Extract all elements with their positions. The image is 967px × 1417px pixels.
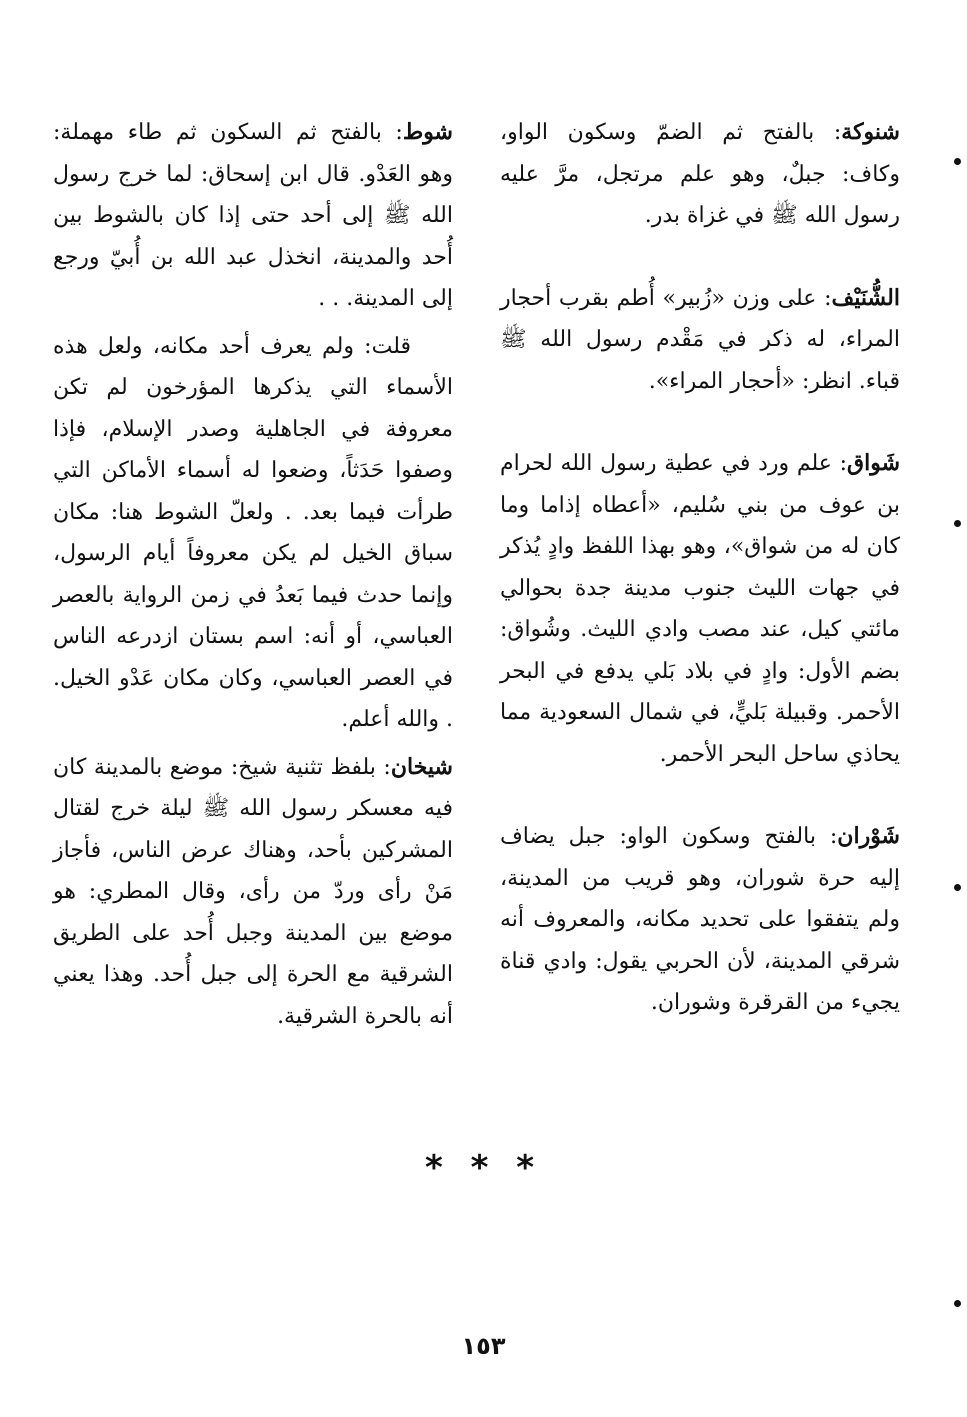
- entry-term: شنوكة: [841, 119, 900, 145]
- entry-shunayf: [500, 278, 900, 403]
- entry-shawaq: [500, 443, 900, 775]
- entry-term: شيخان: [390, 753, 453, 780]
- left-column: [53, 112, 453, 1043]
- page-number: ١٥٣: [461, 1332, 506, 1360]
- entry-text: : بالفتح وسكون الواو: جبل يضاف إليه حرة شوران، وهو قريب من المدينة، ولم يتفقوا على تحديد مكانه، والمعروف أنه شرقي المدينة، لأن الحربي يقول: وادي قناة يجيء من القرقرة وشوران.: [500, 824, 900, 1015]
- entry-note: [53, 326, 453, 741]
- margin-dot-icon: [954, 1300, 961, 1307]
- entry-text: قلت: ولم يعرف أحد مكانه، ولعل هذه الأسماء التي يذكرها المؤرخون لم تكن معروفة في الجاهلية وصدر الإسلام، فإذا وصفوا حَدَثاً، وضعوا له أسماء الأماكن التي طرأت فيما بعد. . ولعلّ الشوط هنا: مكان سباق الخيل لم يكن معروفاً أيام الرسول، وإنما حدث فيما بَعدُ في زمن الرواية بالعصر العباسي، أو أنه: اسم بستان ازدرعه الناس في العصر العباسي، وكان مكان عَدْو الخيل. . والله أعلم.: [53, 333, 453, 732]
- entry-term: شَواق: [847, 450, 900, 476]
- entry-text: : بالفتح ثم الضمّ وسكون الواو، وكاف: جبلٌ، وهو علم مرتجل، مرَّ عليه رسول الله ﷺ في غزاة بدر.: [500, 120, 900, 228]
- right-column: [500, 112, 900, 1065]
- entry-text: : بلفظ تثنية شيخ: موضع بالمدينة كان فيه معسكر رسول الله ﷺ ليلة خرج لقتال المشركين بأحد، وهناك عرض الناس، فأجاز مَنْ رأى وردّ من رأى، وقال المطري: هو موضع بين المدينة وجبل أُحد على الطريق الشرقية مع الحرة إلى جبل أُحد. وهذا يعني أنه بالحرة الشرقية.: [53, 754, 453, 1029]
- section-separator: * * *: [424, 1148, 542, 1188]
- entry-text: : علم ورد في عطية رسول الله لحرام بن عوف من بني سُليم، «أعطاه إذاما وما كان له من شواق»، وهو بهذا اللفظ وادٍ يُذكر في جهات الليث جنوب مدينة جدة بحوالي مائتي كيل، عند مصب وادي الليث. وشُواق: بضم الأول: وادٍ في بلاد بَلي يدفع في البحر الأحمر. وقبيلة بَليٍّ، في شمال السعودية مما يحاذي ساحل البحر الأحمر.: [500, 451, 900, 767]
- entry-shawran: [500, 816, 900, 1024]
- entry-text: : بالفتح ثم السكون ثم طاء مهملة: وهو العَدْو. قال ابن إسحاق: لما خرج رسول الله ﷺ إلى أحد حتى إذا كان بالشوط بين أُحد والمدينة، انخذل عبد الله بن أُبيّ ورجع إلى المدينة. . .: [53, 120, 453, 311]
- entry-term: الشُّنَيْف: [831, 284, 900, 311]
- margin-dot-icon: [954, 520, 961, 527]
- entry-shanuka: [500, 112, 900, 237]
- margin-dot-icon: [954, 884, 961, 891]
- entry-term: شوط: [402, 119, 453, 145]
- entry-shawt: [53, 112, 453, 320]
- entry-term: شَوْران: [837, 823, 900, 849]
- margin-dot-icon: [954, 158, 961, 165]
- entry-shaykhan: [53, 747, 453, 1038]
- entry-text: : على وزن «زُبير» أُطم بقرب أحجار المراء، له ذكر في مَقْدم رسول الله ﷺ قباء. انظر: «أحجار المراء».: [500, 285, 900, 394]
